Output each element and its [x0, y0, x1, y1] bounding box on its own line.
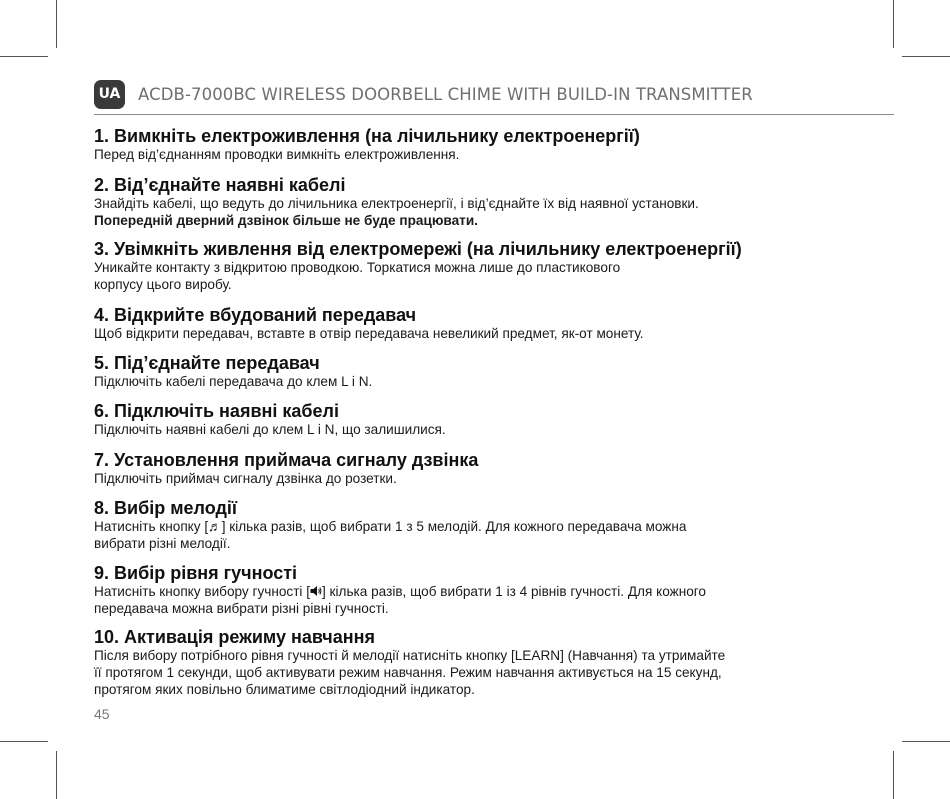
step-10	[94, 627, 864, 698]
step-heading: 8. Вибір мелодії	[94, 498, 237, 518]
step-text: Підключіть наявні кабелі до клем L і N, що залишилися.	[94, 422, 446, 437]
step-2	[94, 175, 864, 229]
page-number: 45	[94, 706, 110, 722]
step-text: Щоб відкрити передавач, вставте в отвір передавача невеликий предмет, як-от монету.	[94, 326, 644, 341]
step-text-part: Натисніть кнопку [	[94, 519, 209, 534]
step-4	[94, 305, 864, 342]
step-heading: 3. Увімкніть живлення від електромережі (на лічильнику електроенергії)	[94, 239, 742, 259]
step-text-part: ] кілька разів, щоб вибрати 1 із 4 рівнів гучності. Для кожного	[322, 584, 706, 599]
step-text: Знайдіть кабелі, що ведуть до лічильника електроенергії, і від’єднайте їх від наявної установки.	[94, 196, 699, 211]
step-text-part: ] кілька разів, щоб вибрати 1 з 5 мелодій. Для кожного передавача можна	[221, 519, 687, 534]
step-text: протягом яких повільно блиматиме світлодіодний індикатор.	[94, 682, 475, 697]
step-text	[94, 583, 864, 600]
crop-mark-top-right-horizontal	[902, 56, 950, 57]
step-text: Після вибору потрібного рівня гучності й мелодії натисніть кнопку [LEARN] (Навчання) та утримайте	[94, 648, 726, 663]
step-1	[94, 126, 864, 163]
step-heading: 7. Установлення приймача сигналу дзвінка	[94, 450, 479, 470]
step-heading: 4. Відкрийте вбудований передавач	[94, 305, 417, 325]
step-text: її протягом 1 секунди, щоб активувати режим навчання. Режим навчання активується на 15 секунд,	[94, 665, 722, 680]
step-6	[94, 401, 864, 438]
crop-mark-top-right-vertical	[893, 0, 894, 48]
step-heading: 5. Під’єднайте передавач	[94, 353, 320, 373]
language-badge: UA	[94, 80, 125, 109]
step-text-part: Натисніть кнопку вибору гучності [	[94, 584, 310, 599]
step-warning-text: Попередній дверний дзвінок більше не буде працювати.	[94, 213, 478, 228]
step-text: вибрати різні мелодії.	[94, 536, 231, 551]
crop-mark-top-left-horizontal	[0, 56, 48, 57]
step-7	[94, 450, 864, 487]
step-5	[94, 353, 864, 390]
step-8	[94, 498, 864, 552]
step-text: Підключіть кабелі передавача до клем L і N.	[94, 374, 373, 389]
step-heading: 6. Підключіть наявні кабелі	[94, 401, 339, 421]
step-text	[94, 518, 864, 535]
step-heading: 10. Активація режиму навчання	[94, 627, 375, 647]
volume-icon	[310, 584, 322, 596]
step-text: Уникайте контакту з відкритою проводкою. Торкатися можна лише до пластикового	[94, 260, 621, 275]
step-9	[94, 563, 864, 617]
page-header	[94, 78, 894, 115]
crop-mark-bottom-right-vertical	[893, 751, 894, 799]
crop-mark-top-left-vertical	[56, 0, 57, 48]
step-text: корпусу цього виробу.	[94, 277, 232, 292]
step-heading: 9. Вибір рівня гучності	[94, 563, 298, 583]
step-text: Перед від’єднанням проводки вимкніть електроживлення.	[94, 147, 460, 162]
crop-mark-bottom-left-horizontal	[0, 741, 48, 742]
step-heading: 1. Вимкніть електроживлення (на лічильнику електроенергії)	[94, 126, 640, 146]
step-text: Підключіть приймач сигналу дзвінка до розетки.	[94, 471, 397, 486]
step-text: передавача можна вибрати різні рівні гучності.	[94, 601, 389, 616]
step-3	[94, 239, 864, 293]
melody-note-icon: ♬	[208, 519, 222, 534]
step-heading: 2. Від’єднайте наявні кабелі	[94, 175, 346, 195]
document-title: ACDB-7000BC WIRELESS DOORBELL CHIME WITH BUILD-IN TRANSMITTER	[138, 85, 753, 104]
crop-mark-bottom-left-vertical	[56, 751, 57, 799]
crop-mark-bottom-right-horizontal	[902, 741, 950, 742]
